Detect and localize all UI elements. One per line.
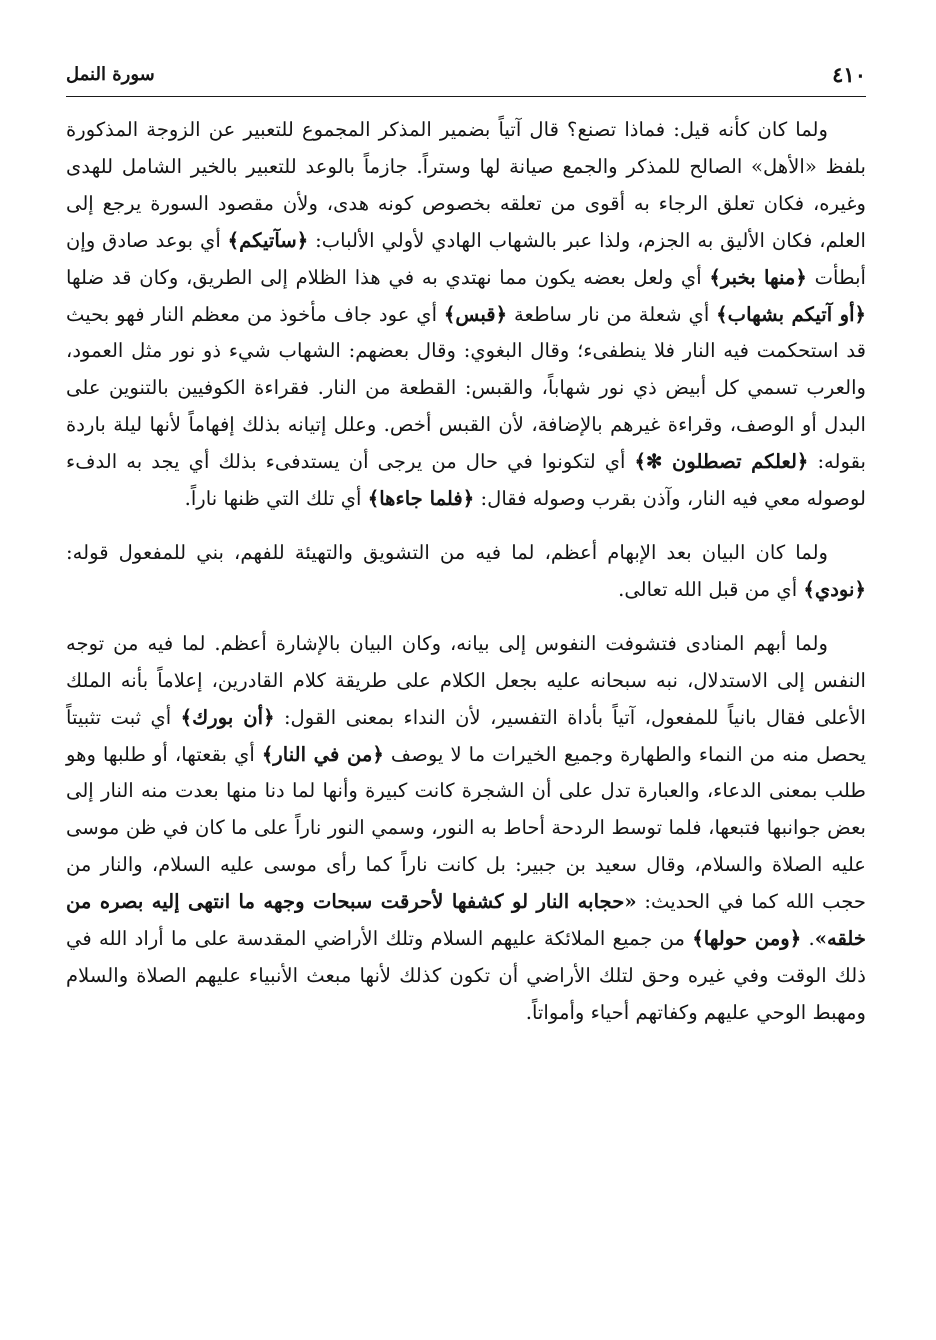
- text-segment: من جميع الملائكة عليهم السلام وتلك الأراضي المقدسة على ما أراد الله في ذلك الوقت وفي غيره وحق لتلك الأراضي أن تكون كذلك لأنها مبعث الأنبياء عليهم الصلاة والسلام ومهبط الوحي عليهم وكفاتهم أحياء وأمواتاً.: [66, 927, 866, 1024]
- quran-quote: ﴿نودي﴾: [803, 577, 866, 601]
- paragraph: [66, 626, 866, 1032]
- text-segment: ولما كان كأنه قيل: فماذا تصنع؟ قال آتياً بضمير المذكر المجموع للتعبير عن الزوجة المذكورة بلفظ «الأهل» الصالح للمذكر والجمع صيانة لها وستراً. جازماً بالوعد للتعبير بالخير الشامل للهدى وغيره، فكان تعلق الرجاء به أقوى من تعلقه بخصوص كونه هدى، ولأن مقصود السورة يرجع إلى العلم، فكان الأليق به الجزم، ولذا عبر بالشهاب الهادي لأولي الألباب:: [66, 118, 866, 252]
- page-header: [66, 56, 866, 97]
- text-segment: ولما كان البيان بعد الإبهام أعظم، لما فيه من التشويق والتهيئة للفهم، بني للمفعول قوله:: [66, 540, 828, 564]
- text-segment: أي من قبل الله تعالى.: [618, 577, 804, 601]
- quran-quote: ﴿فلما جاءها﴾: [367, 487, 475, 511]
- quran-quote: ﴿قبس﴾: [443, 302, 508, 326]
- quran-quote: ﴿سآتيكم﴾: [227, 228, 309, 252]
- text-segment: أي ثبت تثبيتاً يحصل منه من النماء والطهارة وجميع الخيرات ما لا يوصف: [66, 705, 867, 766]
- running-title: سورة النمل: [66, 64, 155, 85]
- paragraph: [66, 112, 866, 518]
- page-number: ٤١٠: [832, 62, 866, 87]
- quran-quote: «حجابه النار لو كشفها لأحرقت سبحات وجهه ما انتهى إليه بصره من خلقه»: [66, 890, 866, 951]
- paragraph: [66, 535, 866, 609]
- text-segment: أي عود جاف مأخوذ من معظم النار فهو بحيث قد استحكمت فيه النار فلا ينطفىء؛ وقال البغوي: وقال بعضهم: الشهاب شيء ذو نور مثل العمود، والعرب تسمي كل أبيض ذي نور شهاباً، والقبس: القطعة من النار. فقراءة الكوفيين بالتنوين على البدل أو الوصف، وقراءة غيرهم بالإضافة، لأن القبس أخص. وعلل إتيانه بذلك إفهاماً لأنها ليلة باردة بقوله:: [66, 302, 867, 474]
- text-segment: .: [801, 927, 815, 951]
- body-text: [66, 112, 866, 1032]
- quran-quote: ﴿ومن حولها﴾: [692, 927, 802, 951]
- text-segment: ولما أبهم المنادى فتشوفت النفوس إلى بيانه، وكان البيان بالإشارة أعظم. لما فيه من توجه النفس إلى الاستدلال، نبه سبحانه عليه بجعل الكلام على طريقة كلام القادرين، إعلاماً بأنه الملك الأعلى فقال بانياً للمفعول، آتياً بأداة التفسير، لأن النداء بمعنى القول:: [66, 631, 866, 729]
- quran-quote: ﴿أن بورك﴾: [180, 705, 275, 729]
- text-segment: أي بوعد صادق وإن أبطأت: [66, 228, 866, 289]
- text-segment: أي ولعل بعضه يكون مما نهتدي به في هذا الظلام إلى الطريق، وكان قد ضلها: [66, 265, 710, 289]
- quran-quote: ﴿منها بخبر﴾: [709, 265, 807, 289]
- text-segment: أي شعلة من نار ساطعة: [507, 302, 717, 326]
- quran-quote: ﴿لعلكم تصطلون ✻﴾: [634, 450, 809, 474]
- quran-quote: ﴿أو آتيكم بشهاب﴾: [716, 302, 866, 326]
- quran-quote: ﴿من في النار﴾: [261, 742, 384, 766]
- text-segment: أي لتكونوا في حال من يرجى أن يستدفىء بذلك أي يجد به الدفء لوصوله معي فيه النار، وآذن بقرب وصوله فقال:: [66, 450, 866, 511]
- text-segment: أي بقعتها، أو طلبها وهو طلب بمعنى الدعاء، والعبارة تدل على أن الشجرة كانت كبيرة وأنها لما دنا منها بعدت منه النار إلى بعض جوانبها فتبعها، فلما توسط الردحة أحاط به النور، وسمي النور ناراً على ما كان في ظن موسى عليه الصلاة والسلام، وقال سعيد بن جبير: بل كانت ناراً كما رأى موسى عليه السلام، والنار من حجب الله كما في الحديث:: [66, 742, 867, 914]
- text-segment: أي تلك التي ظنها ناراً.: [184, 487, 368, 511]
